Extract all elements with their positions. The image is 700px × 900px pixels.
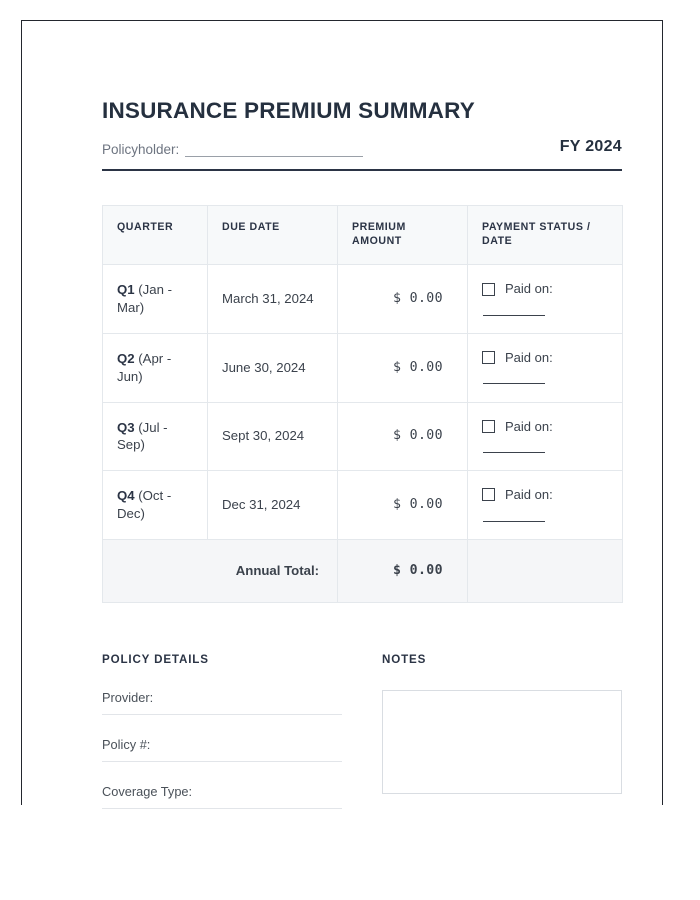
notes-input-box[interactable] [382,690,622,794]
table-row [103,402,623,471]
policy-details-panel [102,653,342,809]
policy-details-heading: POLICY DETAILS [102,652,209,666]
document-body [102,99,622,809]
paid-date-input-line[interactable] [483,370,545,384]
policyholder-input-line[interactable] [185,143,363,157]
notes-heading: NOTES [382,652,427,666]
annual-total-label: Annual Total: [103,539,338,602]
payment-status-line [482,418,608,436]
paid-on-label: Paid on: [505,349,553,365]
coverage-type-field[interactable]: Coverage Type: [102,784,342,809]
paid-date-input-line[interactable] [483,439,545,453]
policy-number-field[interactable]: Policy #: [102,737,342,762]
quarter-months: (Oct - Dec) [117,488,172,521]
annual-total-empty-cell [468,539,623,602]
annual-total-amount: $ 0.00 [338,539,468,602]
payment-status-line [482,349,608,367]
cell-payment-status [468,265,623,334]
table-row [103,471,623,540]
paid-checkbox[interactable] [482,488,495,501]
paid-on-label: Paid on: [505,281,553,297]
cell-payment-status [468,402,623,471]
paid-checkbox[interactable] [482,283,495,296]
quarter-code: Q3 [117,419,135,435]
page-title: INSURANCE PREMIUM SUMMARY [102,98,475,123]
cell-quarter [103,402,208,471]
cell-due-date: March 31, 2024 [208,265,338,334]
table-row [103,265,623,334]
document-page [21,20,663,805]
bottom-sections [102,653,622,809]
header-divider [102,169,622,172]
policyholder-label: Policyholder: [102,141,180,157]
cell-premium-amount[interactable]: $ 0.00 [338,471,468,540]
column-header-quarter: QUARTER [103,206,208,265]
payment-status-line [482,486,608,504]
provider-field[interactable]: Provider: [102,690,342,715]
quarter-code: Q2 [117,350,135,366]
fiscal-year-badge: FY 2024 [559,137,622,155]
paid-checkbox[interactable] [482,420,495,433]
column-header-premium-amount: PREMIUM AMOUNT [338,206,468,265]
notes-panel [382,653,622,809]
document-meta-row [102,138,622,167]
quarter-months: (Apr - Jun) [117,350,172,384]
cell-due-date: June 30, 2024 [208,333,338,402]
paid-on-label: Paid on: [505,418,553,434]
paid-date-input-line[interactable] [483,508,545,522]
premium-schedule-table [102,205,623,602]
paid-checkbox[interactable] [482,351,495,364]
quarter-months: (Jan - Mar) [117,282,172,316]
cell-payment-status [468,333,623,402]
cell-quarter [103,333,208,402]
quarter-months: (Jul - Sep) [117,419,168,453]
cell-quarter [103,265,208,334]
annual-total-row [103,539,623,602]
policyholder-field[interactable] [102,142,363,157]
quarter-code: Q1 [117,282,135,298]
paid-date-input-line[interactable] [483,302,545,316]
cell-premium-amount[interactable]: $ 0.00 [338,333,468,402]
payment-status-line [482,280,608,298]
table-row [103,333,623,402]
quarter-code: Q4 [117,488,135,504]
paid-on-label: Paid on: [505,487,553,503]
column-header-payment-status: PAYMENT STATUS / DATE [468,206,623,265]
cell-quarter [103,471,208,540]
cell-premium-amount[interactable]: $ 0.00 [338,265,468,334]
table-header-row [103,206,623,265]
cell-due-date: Dec 31, 2024 [208,471,338,540]
cell-premium-amount[interactable]: $ 0.00 [338,402,468,471]
cell-payment-status [468,471,623,540]
column-header-due-date: DUE DATE [208,206,338,265]
cell-due-date: Sept 30, 2024 [208,402,338,471]
